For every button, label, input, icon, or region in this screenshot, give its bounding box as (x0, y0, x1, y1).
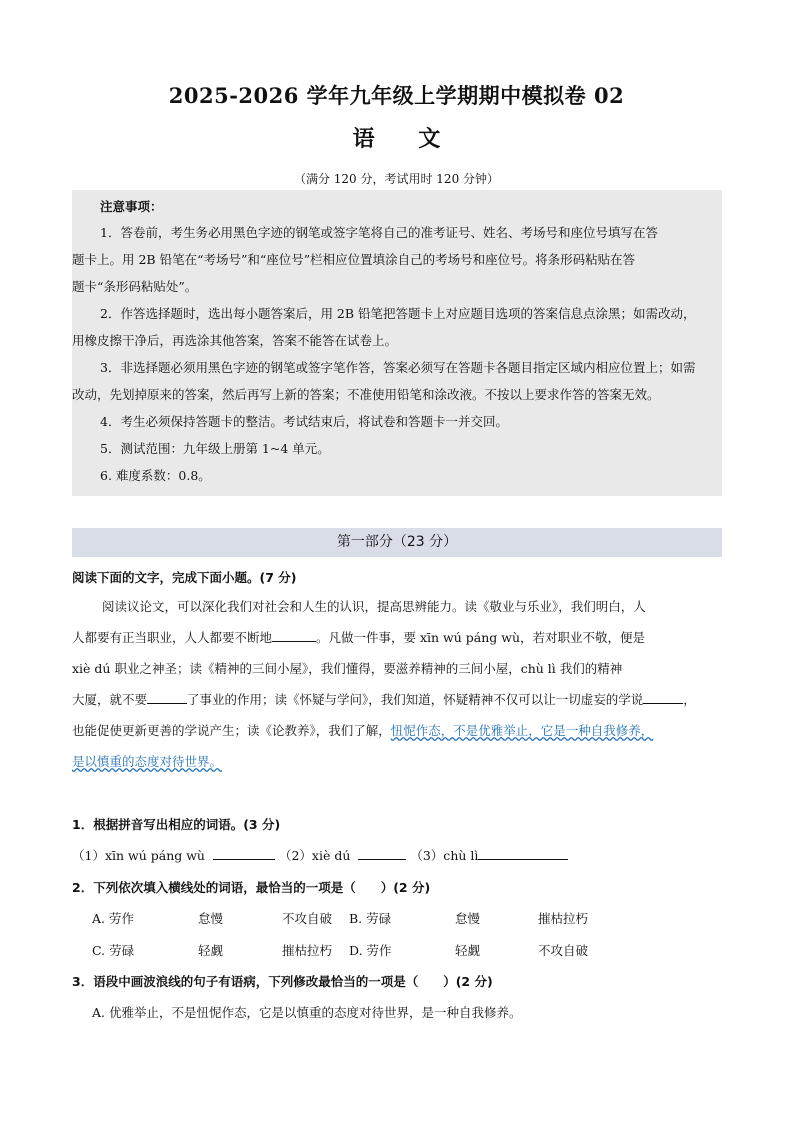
q1-item-1: （1）xīn wú páng wù (72, 848, 205, 863)
wavy-underlined-sentence: 忸怩作态，不是优雅举止，它是一种自我修养， (390, 723, 654, 738)
q2-option-d-word1: D. 劳作 (349, 943, 392, 958)
passage-line (72, 659, 722, 677)
notice-line: 改动，先划掉原来的答案，然后再写上新的答案；不准使用铅笔和涂改液。不按以上要求作答的答案无效。 (72, 387, 660, 402)
passage-text: ， (683, 692, 696, 707)
fill-blank-3 (643, 691, 683, 704)
notice-heading: 注意事项： (100, 199, 163, 214)
notice-line: 题卡上。用 2B 铅笔在“考场号”和“座位号”栏相应位置填涂自己的考场号和座位号。将条形码粘贴在答 (72, 252, 636, 267)
passage-text: 阅读议论文，可以深化我们对社会和人生的认识，提高思辨能力。读《敬业与乐业》，我们明白，人 (102, 599, 646, 614)
answer-blank (213, 847, 275, 860)
q2-option-b-word1: B. 劳碌 (349, 911, 392, 926)
passage-line (72, 628, 722, 646)
notice-line: 6. 难度系数：0.8。 (100, 468, 211, 483)
q2-option-b-word2: 怠慢 (455, 911, 481, 926)
notice-line: 用橡皮擦干净后，再选涂其他答案，答案不能答在试卷上。 (72, 333, 398, 348)
q2-option-c-word2: 轻觑 (198, 943, 224, 958)
q2-option-a-word3: 不攻自破 (282, 911, 333, 926)
answer-blank (478, 847, 568, 860)
q2-option-b-word3: 摧枯拉朽 (538, 911, 589, 926)
passage-text: 大厦，就不要 (72, 692, 148, 707)
passage-text: 。凡做一件事，要 xīn wú páng wù，若对职业不敬，便是 (316, 630, 646, 645)
notice-box (72, 190, 722, 496)
q3-option-a: A. 优雅举止，不是忸怩作态，它是以慎重的态度对待世界，是一种自我修养。 (92, 1005, 522, 1020)
passage-line (72, 721, 722, 739)
notice-line: 4．考生必须保持答题卡的整洁。考试结束后，将试卷和答题卡一并交回。 (100, 414, 508, 429)
subject-title: 语 文 (352, 126, 459, 152)
notice-line: 题卡“条形码粘贴处”。 (72, 279, 198, 294)
passage-line (72, 752, 722, 770)
passage-text: 也能促使更新更善的学说产生；读《论教养》，我们了解， (72, 723, 391, 738)
q2-option-c-word3: 摧枯拉朽 (282, 943, 333, 958)
notice-line: 5．测试范围：九年级上册第 1~4 单元。 (100, 441, 330, 456)
question-2-heading: 2．下列依次填入横线处的词语，最恰当的一项是（ ）(2 分) (72, 880, 431, 895)
question-3-heading: 3．语段中画波浪线的句子有语病，下列修改最恰当的一项是（ ）(2 分) (72, 974, 493, 989)
answer-blank (358, 847, 406, 860)
wavy-underlined-sentence: 是以慎重的态度对待世界。 (72, 754, 223, 769)
q2-option-d-word3: 不攻自破 (538, 943, 589, 958)
notice-line: 3．非选择题必须用黑色字迹的钢笔或签字笔作答，答案必须写在答题卡各题目指定区域内相应位置上；如需 (100, 360, 696, 375)
fill-blank-2 (147, 691, 187, 704)
q2-option-d-word2: 轻觑 (455, 943, 481, 958)
passage-text: 人都要有正当职业，人人都要不断地 (72, 630, 273, 645)
q1-item-2: （2）xiè dú (278, 848, 351, 863)
passage-text: 了事业的作用；读《怀疑与学问》，我们知道，怀疑精神不仅可以让一切虚妄的学说 (187, 692, 644, 707)
q2-option-a-word2: 怠慢 (198, 911, 224, 926)
passage-text: xiè dú 职业之神圣；读《精神的三间小屋》，我们懂得，要滋养精神的三间小屋，chù lì 我们的精神 (72, 661, 623, 676)
question-1-heading: 1．根据拼音写出相应的词语。(3 分) (72, 817, 281, 832)
part-one-header: 第一部分（23 分） (72, 528, 722, 557)
notice-line: 2．作答选择题时，选出每小题答案后，用 2B 铅笔把答题卡上对应题目选项的答案信息点涂黑；如需改动， (100, 306, 696, 321)
question-1-items (72, 846, 568, 864)
score-note: （满分 120 分，考试用时 120 分钟） (293, 172, 500, 186)
passage-line (102, 597, 752, 615)
notice-line: 1．答卷前，考生务必用黑色字迹的钢笔或签字笔将自己的准考证号、姓名、考场号和座位号填写在答 (100, 225, 658, 240)
q2-option-a-word1: A. 劳作 (92, 911, 134, 926)
reading-instruction: 阅读下面的文字，完成下面小题。(7 分) (72, 570, 297, 585)
fill-blank-1 (272, 629, 316, 642)
q1-item-3: （3）chù lì (410, 848, 479, 863)
q2-option-c-word1: C. 劳碌 (92, 943, 135, 958)
exam-title: 2025-2026 学年九年级上学期期中模拟卷 02 (168, 83, 625, 108)
passage-line (72, 690, 722, 708)
